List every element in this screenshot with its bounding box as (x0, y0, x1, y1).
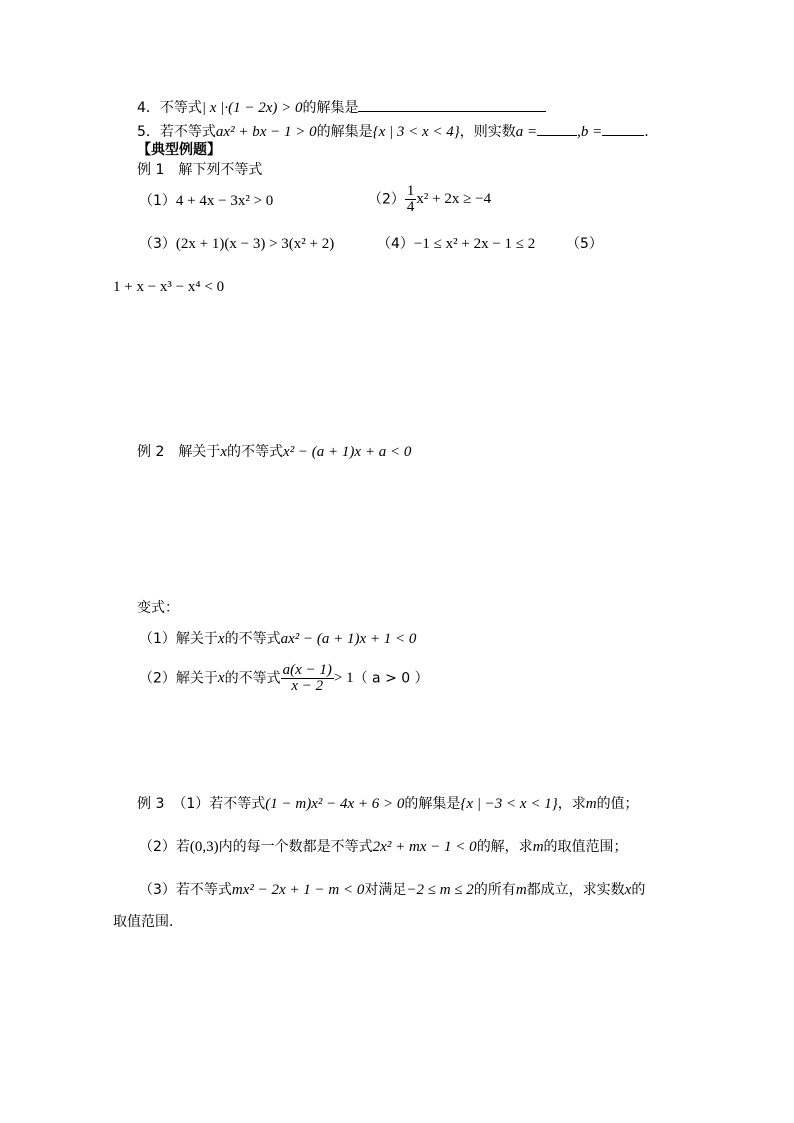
problem-text: 若不等式 (159, 124, 216, 140)
example-3-line-2 (139, 840, 628, 855)
ex1-item-1 (139, 194, 273, 209)
problem-number: 4． (137, 100, 160, 116)
b-label: ,b = (577, 124, 603, 140)
ex1-item-3 (139, 237, 334, 252)
a-label: a = (515, 124, 538, 140)
condition: （ a > 0 ） (353, 670, 429, 687)
math-expression: 2x² + mx − 1 < 0 (372, 839, 477, 855)
problem-text: 不等式 (159, 100, 202, 116)
problem-text: 的解集是 (302, 100, 359, 116)
math-expression: | x |·(1 − 2x) > 0 (201, 100, 303, 116)
item-text: 内的每一个数都是不等式 (218, 839, 373, 855)
item-number: （1） (139, 631, 176, 647)
math-expression: ax² + bx − 1 > 0 (215, 124, 317, 140)
item-text: 若不等式 (209, 796, 266, 812)
item-text: 解关于 (175, 631, 218, 647)
answer-blank-b (602, 123, 644, 136)
item-text: 的解，求 (476, 839, 533, 855)
math-expression: > 1 (333, 670, 354, 686)
answer-blank (358, 99, 546, 112)
problem-4 (137, 99, 546, 116)
variation-title: 变式： (137, 600, 179, 616)
range-expression: −2 ≤ m ≤ 2 (406, 882, 474, 898)
ex1-item-5-number: （5） (566, 236, 603, 252)
item-text: 若不等式 (175, 882, 232, 898)
section-heading: 【典型例题】 (137, 142, 221, 158)
period: . (644, 124, 649, 140)
example-3-line-3 (139, 883, 645, 898)
ex1-item-2 (368, 184, 491, 215)
item-text: 的解集是 (404, 796, 461, 812)
item-text: ，求 (557, 796, 586, 812)
variable-x: x (624, 882, 632, 898)
item-number: （2） (139, 670, 176, 687)
ex1-item-5-expression: 1 + x − x³ − x⁴ < 0 (113, 279, 225, 295)
variable-m: m (585, 796, 597, 812)
math-expression: x² + 2x ≥ −4 (416, 191, 492, 207)
item-text: 对满足 (364, 882, 407, 898)
variable-x: x (217, 631, 225, 647)
example-label: 例 3 (137, 796, 165, 812)
variable-m: m (532, 839, 544, 855)
example-1-title (137, 163, 262, 177)
item-number: （1） (172, 796, 210, 812)
fraction-denominator: 4 (406, 199, 415, 215)
item-number: （1） (139, 193, 176, 209)
item-number: （2） (368, 191, 405, 208)
item-number: （4） (377, 236, 414, 252)
item-text: 都成立，求实数 (526, 882, 625, 898)
math-expression: −1 ≤ x² + 2x − 1 ≤ 2 (413, 236, 536, 252)
problem-5 (137, 123, 649, 140)
fraction (281, 663, 334, 694)
math-expression: ax² − (a + 1)x + 1 < 0 (280, 631, 417, 647)
problem-number: 5． (137, 124, 160, 140)
ex1-item-4 (377, 237, 535, 252)
math-expression: (1 − m)x² − 4x + 6 > 0 (265, 796, 405, 812)
item-text: 若 (175, 839, 190, 855)
item-text: 的不等式 (224, 631, 281, 647)
item-text: 的取值范围； (543, 839, 628, 855)
solution-set: {x | 3 < x < 4} (372, 124, 460, 140)
variable-x: x (217, 670, 225, 686)
math-expression: mx² − 2x + 1 − m < 0 (231, 882, 365, 898)
variation-2 (139, 663, 429, 694)
fraction-denominator: x − 2 (291, 678, 324, 694)
fraction (405, 184, 417, 215)
item-number: （2） (139, 839, 176, 855)
problem-text: ，则实数 (459, 124, 516, 140)
math-expression: 4 + 4x − 3x² > 0 (175, 193, 274, 209)
variable-x: x (220, 444, 228, 460)
item-text: 解关于 (175, 670, 218, 687)
item-text: 的所有 (473, 882, 516, 898)
example-text: 的不等式 (227, 444, 284, 460)
item-number: （3） (139, 236, 176, 252)
fraction-numerator: a(x − 1) (282, 662, 332, 678)
math-expression: (2x + 1)(x − 3) > 3(x² + 2) (175, 236, 335, 252)
item-number: （3） (139, 882, 176, 898)
example-2 (137, 445, 411, 460)
math-expression: x² − (a + 1)x + a < 0 (283, 444, 412, 460)
solution-set: {x | −3 < x < 1} (460, 796, 558, 812)
problem-text: 的解集是 (316, 124, 373, 140)
item-text: 的不等式 (224, 670, 281, 687)
example-text: 解关于 (178, 444, 221, 460)
example-label: 例 2 (137, 444, 165, 460)
example-label: 例 1 (137, 162, 165, 178)
variable-m: m (515, 882, 527, 898)
example-text: 解下列不等式 (178, 162, 263, 178)
answer-blank-a (537, 123, 577, 136)
item-text: 的 (631, 882, 646, 898)
example-3-line-4: 取值范围． (113, 914, 183, 930)
variation-1 (139, 632, 416, 647)
interval: (0,3) (189, 839, 219, 855)
example-3-line-1 (137, 797, 639, 812)
fraction-numerator: 1 (406, 183, 415, 199)
item-text: 的值； (596, 796, 639, 812)
